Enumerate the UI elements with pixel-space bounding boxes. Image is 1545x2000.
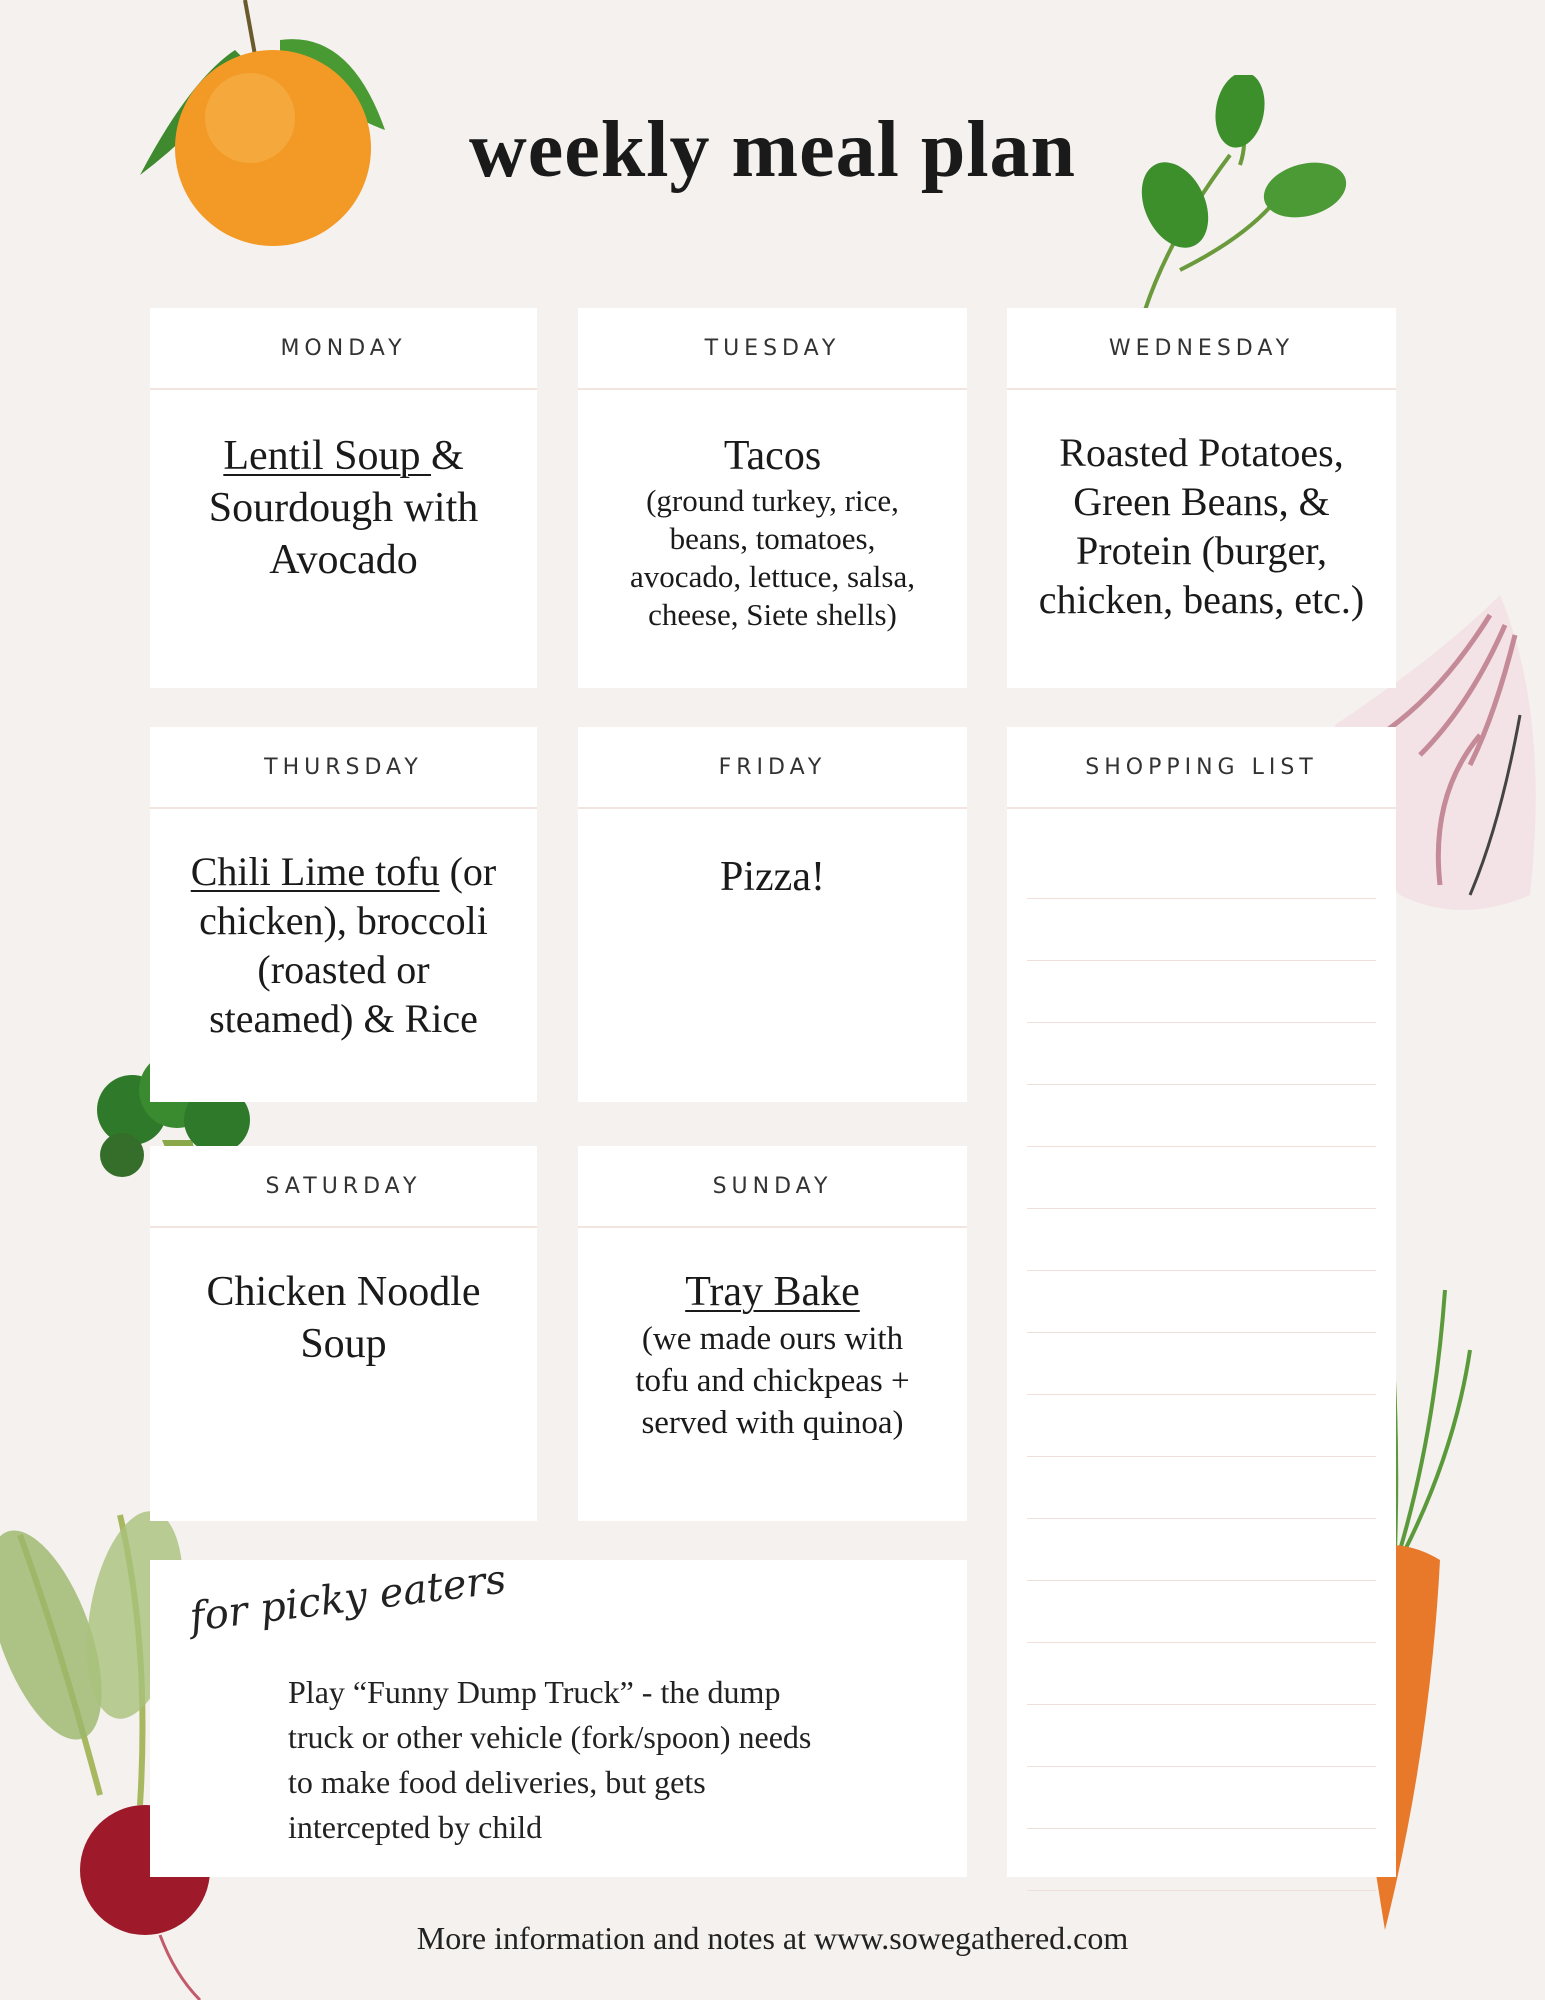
meal-text-line: chicken), broccoli xyxy=(199,898,488,943)
day-label: THURSDAY xyxy=(150,727,537,809)
shopping-list-label: SHOPPING LIST xyxy=(1007,727,1396,809)
day-card-sunday xyxy=(578,1146,967,1521)
shopping-list-line[interactable] xyxy=(1027,837,1376,899)
footer-note[interactable]: More information and notes at www.sowegathered.com xyxy=(416,1920,1129,1956)
meal-details-line: avocado, lettuce, salsa, xyxy=(630,559,915,594)
meal-text-line: Avocado xyxy=(269,537,418,583)
shopping-list-line[interactable] xyxy=(1027,1085,1376,1147)
recipe-link[interactable]: Lentil Soup xyxy=(223,433,431,479)
picky-text-line: intercepted by child xyxy=(288,1809,543,1845)
meal-text xyxy=(150,809,537,1043)
day-label: SUNDAY xyxy=(578,1146,967,1228)
meal-text-part: & xyxy=(431,433,464,479)
recipe-link[interactable]: Tray Bake xyxy=(685,1269,860,1315)
meal-title: Pizza! xyxy=(720,854,825,900)
picky-eaters-text xyxy=(288,1670,928,1850)
meal-text xyxy=(150,390,537,586)
day-card-saturday xyxy=(150,1146,537,1521)
shopping-list-line[interactable] xyxy=(1027,961,1376,1023)
meal-details-line: beans, tomatoes, xyxy=(669,521,876,556)
meal-text-line: Green Beans, & xyxy=(1073,479,1330,524)
meal-text-line: Roasted Potatoes, xyxy=(1059,430,1344,475)
meal-text xyxy=(578,809,967,903)
meal-details-line: tofu and chickpeas + xyxy=(635,1363,910,1399)
shopping-list-line[interactable] xyxy=(1027,899,1376,961)
day-card-friday xyxy=(578,727,967,1102)
meal-title: Tacos xyxy=(723,433,822,479)
shopping-list-line[interactable] xyxy=(1027,1209,1376,1271)
meal-text xyxy=(150,1228,537,1370)
shopping-list-line[interactable] xyxy=(1027,1395,1376,1457)
meal-text-part: (or xyxy=(439,849,497,894)
picky-eaters-title: for picky eaters xyxy=(187,1556,509,1641)
shopping-list-line[interactable] xyxy=(1027,1457,1376,1519)
day-label: SATURDAY xyxy=(150,1146,537,1228)
shopping-list-line[interactable] xyxy=(1027,1519,1376,1581)
page-title: weekly meal plan xyxy=(468,106,1077,194)
meal-text-line: Protein (burger, xyxy=(1076,528,1327,573)
shopping-list-card xyxy=(1007,727,1396,1877)
meal-text-line: chicken, beans, etc.) xyxy=(1038,577,1365,622)
meal-text-line: (roasted or xyxy=(257,947,430,992)
meal-text xyxy=(1007,390,1396,624)
day-card-monday xyxy=(150,308,537,688)
shopping-list-line[interactable] xyxy=(1027,1705,1376,1767)
meal-text-line: Sourdough with xyxy=(208,485,479,531)
shopping-list-line[interactable] xyxy=(1027,1581,1376,1643)
meal-details-line: served with quinoa) xyxy=(641,1405,904,1441)
meal-text xyxy=(578,390,967,634)
shopping-list-line[interactable] xyxy=(1027,1643,1376,1705)
meal-details-line: (ground turkey, rice, xyxy=(646,483,899,518)
meal-details-line: (we made ours with xyxy=(641,1321,904,1357)
day-label: FRIDAY xyxy=(578,727,967,809)
picky-text-line: truck or other vehicle (fork/spoon) needs xyxy=(288,1719,812,1755)
recipe-link[interactable]: Chili Lime tofu xyxy=(190,849,440,894)
meal-details-line: cheese, Siete shells) xyxy=(648,597,897,632)
day-label: TUESDAY xyxy=(578,308,967,390)
meal-text xyxy=(578,1228,967,1444)
day-card-tuesday xyxy=(578,308,967,688)
meal-text-line: Chicken Noodle xyxy=(206,1269,481,1315)
meal-text-line: Soup xyxy=(300,1321,387,1367)
meal-text-line: steamed) & Rice xyxy=(209,996,478,1041)
picky-text-line: Play “Funny Dump Truck” - the dump xyxy=(288,1674,781,1710)
shopping-list-lines xyxy=(1027,837,1376,1891)
shopping-list-line[interactable] xyxy=(1027,1767,1376,1829)
shopping-list-line[interactable] xyxy=(1027,1271,1376,1333)
shopping-list-line[interactable] xyxy=(1027,1333,1376,1395)
shopping-list-line[interactable] xyxy=(1027,1023,1376,1085)
day-label: MONDAY xyxy=(150,308,537,390)
shopping-list-line[interactable] xyxy=(1027,1829,1376,1891)
shopping-list-line[interactable] xyxy=(1027,1147,1376,1209)
picky-text-line: to make food deliveries, but gets xyxy=(288,1764,706,1800)
day-label: WEDNESDAY xyxy=(1007,308,1396,390)
day-card-wednesday xyxy=(1007,308,1396,688)
day-card-thursday xyxy=(150,727,537,1102)
